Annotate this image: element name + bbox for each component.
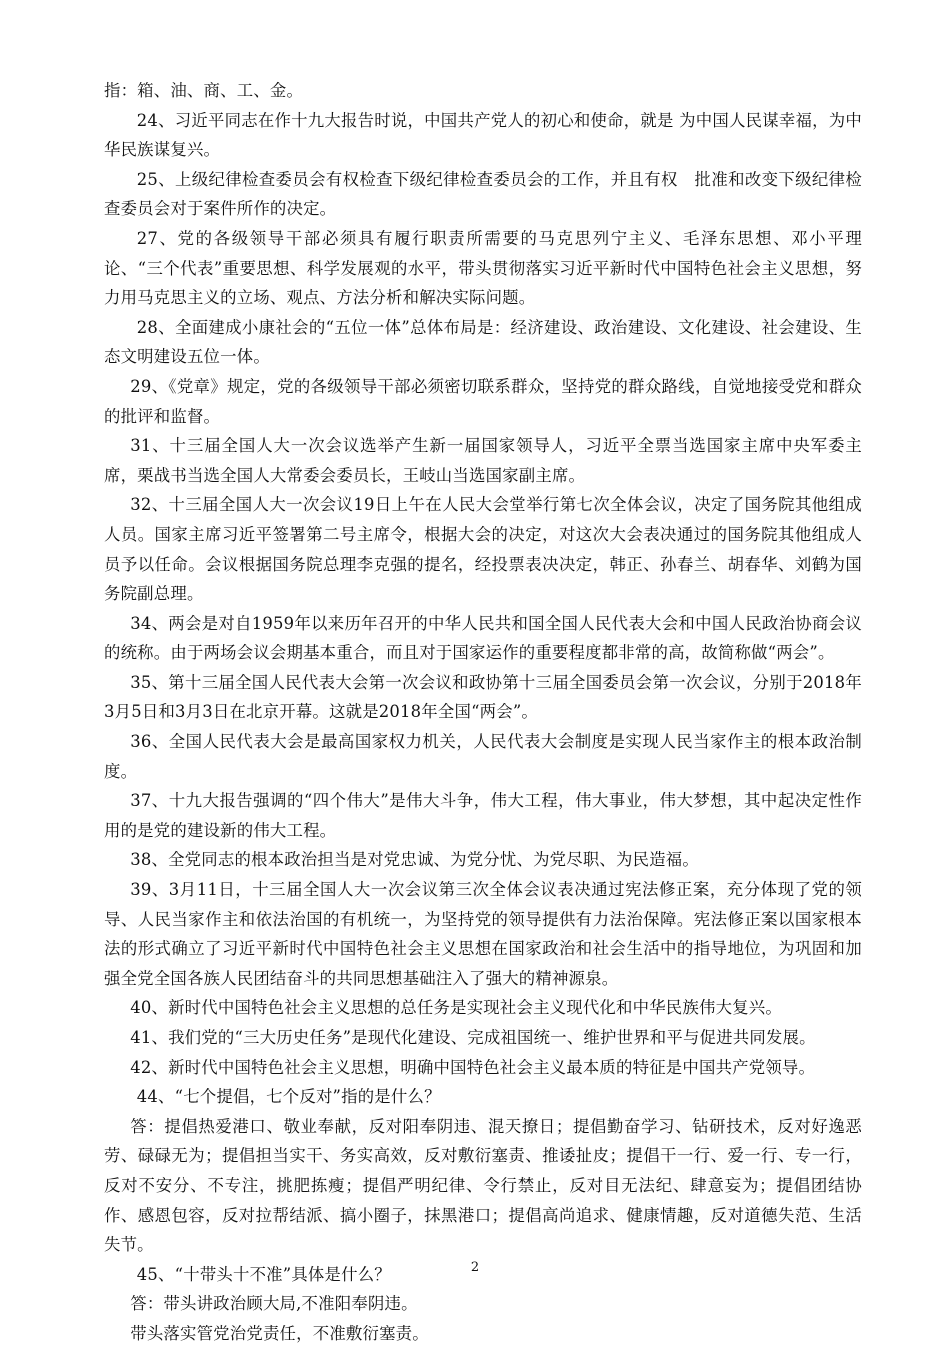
paragraph: 27、党的各级领导干部必须具有履行职责所需要的马克思列宁主义、毛泽东思想、邓小平理论、“三个代表”重要思想、科学发展观的水平，带头贯彻落实习近平新时代中国特色社会主义思想，努力用马克思主义的立场、观点、方法分析和解决实际问题。 bbox=[104, 228, 862, 308]
paragraph: 38、全党同志的根本政治担当是对党忠诚、为党分忧、为党尽职、为民造福。 bbox=[130, 850, 699, 870]
paragraph: 25、上级纪律检查委员会有权检查下级纪律检查委员会的工作，并且有权 批准和改变下级纪律检查委员会对于案件所作的决定。 bbox=[104, 169, 862, 219]
paragraph: 36、全国人民代表大会是最高国家权力机关，人民代表大会制度是实现人民当家作主的根本政治制度。 bbox=[104, 732, 862, 781]
paragraph: 44、“七个提倡，七个反对”指的是什么？ bbox=[136, 1087, 441, 1107]
document-body bbox=[104, 76, 862, 1349]
paragraph: 35、第十三届全国人民代表大会第一次会议和政协第十三届全国委员会第一次会议，分别于2018年3月5日和3月3日在北京开幕。这就是2018年全国“两会”。 bbox=[104, 672, 862, 722]
paragraph: 40、新时代中国特色社会主义思想的总任务是实现社会主义现代化和中华民族伟大复兴。 bbox=[130, 998, 782, 1018]
paragraph: 42、新时代中国特色社会主义思想，明确中国特色社会主义最本质的特征是中国共产党领导。 bbox=[130, 1057, 816, 1077]
paragraph: 24、习近平同志在作十九大报告时说，中国共产党人的初心和使命，就是 为中国人民谋幸福，为中华民族谋复兴。 bbox=[104, 110, 862, 160]
paragraph: 34、两会是对自1959年以来历年召开的中华人民共和国全国人民代表大会和中国人民政治协商会议的统称。由于两场会议会期基本重合，而且对于国家运作的重要程度都非常的高，故简称做“两会”。 bbox=[104, 613, 862, 663]
paragraph: 32、十三届全国人大一次会议19日上午在人民大会堂举行第七次全体会议，决定了国务院其他组成人员。国家主席习近平签署第二号主席令，根据大会的决定，对这次大会表决通过的国务院其他组成人员予以任命。会议根据国务院总理李克强的提名，经投票表决决定，韩正、孙春兰、胡春华、刘鹤为国务院副总理。 bbox=[104, 495, 862, 604]
paragraph: 带头落实管党治党责任，不准敷衍塞责。 bbox=[130, 1323, 429, 1343]
paragraph: 答：提倡热爱港口、敬业奉献，反对阳奉阴违、混天撩日；提倡勤奋学习、钻研技术，反对好逸恶劳、碌碌无为；提倡担当实干、务实高效，反对敷衍塞责、推诿扯皮；提倡干一行、爱一行、专一行，反对不安分、不专注，挑肥拣瘦；提倡严明纪律、令行禁止，反对目无法纪、肆意妄为；提倡团结协作、感恩包容，反对拉帮结派、搞小圈子，抹黑港口；提倡高尚追求、健康情趣，反对道德失范、生活失节。 bbox=[104, 1116, 862, 1255]
paragraph: 28、全面建成小康社会的“五位一体”总体布局是：经济建设、政治建设、文化建设、社会建设、生态文明建设五位一体。 bbox=[104, 317, 862, 367]
page-number: 2 bbox=[470, 1260, 480, 1275]
paragraph: 37、十九大报告强调的“四个伟大”是伟大斗争，伟大工程，伟大事业，伟大梦想，其中起决定性作用的是党的建设新的伟大工程。 bbox=[104, 791, 862, 840]
paragraph: 41、我们党的“三大历史任务”是现代化建设、完成祖国统一、维护世界和平与促进共同发展。 bbox=[130, 1028, 816, 1047]
paragraph: 答：带头讲政治顾大局,不准阳奉阴违。 bbox=[130, 1294, 418, 1314]
paragraph: 指：箱、油、商、工、金。 bbox=[104, 81, 304, 100]
paragraph: 29、《党章》规定，党的各级领导干部必须密切联系群众，坚持党的群众路线，自觉地接受党和群众的批评和监督。 bbox=[104, 376, 862, 426]
paragraph: 39、3月11日，十三届全国人大一次会议第三次全体会议表决通过宪法修正案，充分体现了党的领导、人民当家作主和依法治国的有机统一，为坚持党的领导提供有力法治保障。宪法修正案以国家根本法的形式确立了习近平新时代中国特色社会主义思想在国家政治和社会生活中的指导地位，为巩固和加强全党全国各族人民团结奋斗的共同思想基础注入了强大的精神源泉。 bbox=[104, 880, 862, 988]
paragraph: 45、“十带头十不准”具体是什么？ bbox=[136, 1264, 391, 1284]
paragraph: 31、十三届全国人大一次会议选举产生新一届国家领导人，习近平全票当选国家主席中央军委主席，栗战书当选全国人大常委会委员长，王岐山当选国家副主席。 bbox=[104, 436, 862, 485]
